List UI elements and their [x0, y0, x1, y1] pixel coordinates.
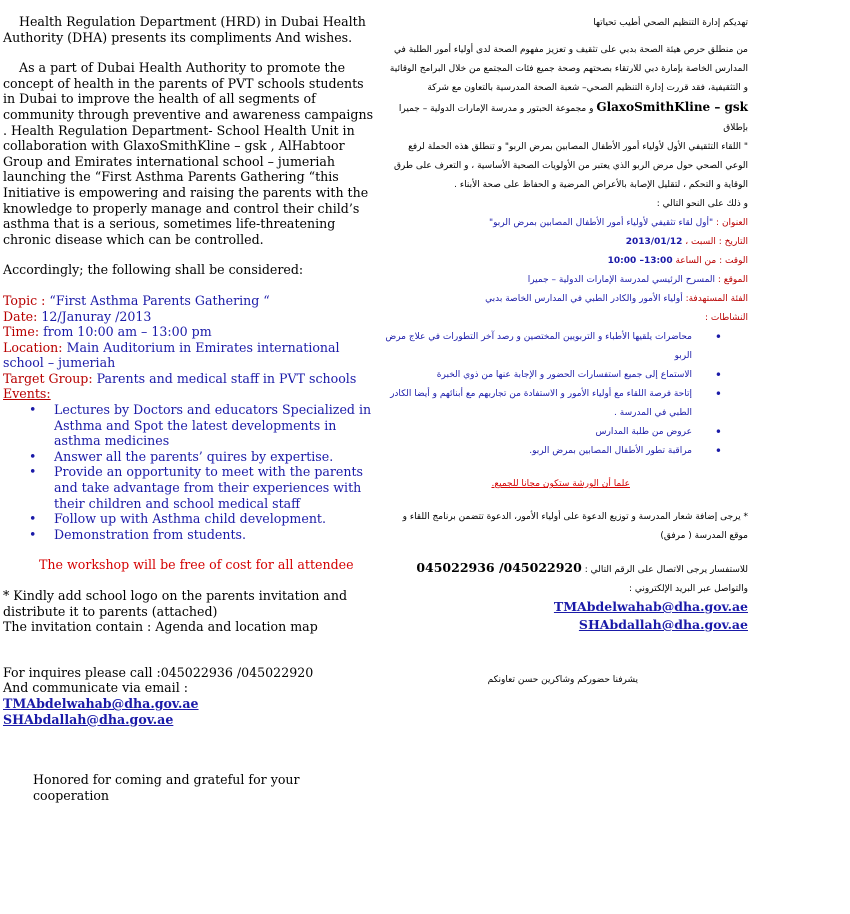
arabic-body-2: و مجموعة الحبتور و مدرسة الإمارات الدولية – جميرا بإطلاق	[398, 104, 748, 133]
time-line	[3, 324, 375, 340]
arabic-inquiries-line	[383, 558, 748, 580]
arabic-title-value: "أول لقاء تثقيفي لأولياء أمور الأطفال المصابين بمرض الربو"	[488, 218, 714, 228]
arabic-time-line	[383, 252, 748, 271]
logo-note: * Kindly add school logo on the parents invitation and distribute it to parents (attached)	[3, 588, 348, 619]
list-item: • محاضرات يلقيها الأطباء و التربويين المختصين و رصد آخر التطورات في علاج مرض الربو	[383, 328, 692, 366]
topic-label: Topic :	[3, 292, 46, 308]
list-item: • Demonstration from students.	[54, 527, 375, 543]
english-column	[3, 14, 375, 803]
arabic-body-3: " اللقاء التثقيفي الأول لأولياء أمور الأطفال المصابين بمرض الربو" و تنطلق هذه الحملة لرفع الوعي الصحي حول مرض الربو الذي يعتبر من الأولويات الصحية الأساسية ، و التعرف على طرق الوقاية و التحكم ، لتقليل الإصابة بالأعراض المرضية و الحفاظ على صحة الأبناء .	[393, 142, 748, 190]
arabic-body-4: و ذلك على النحو التالي :	[656, 199, 748, 209]
topic-value: “First Asthma Parents Gathering “	[49, 292, 270, 308]
target-line	[3, 371, 375, 387]
location-line	[3, 340, 375, 371]
events-heading	[3, 386, 375, 402]
list-item: • الاستماع إلى جميع استفسارات الحضور و الإجابة عنها من ذوي الخبرة	[383, 366, 692, 385]
free-note: The workshop will be free of cost for all attendee	[39, 557, 354, 573]
target-label: Target Group:	[3, 370, 93, 386]
arabic-gsk: GlaxoSmithKline – gsk	[596, 100, 748, 114]
arabic-greeting: تهديكم إدارة التنظيم الصحي أطيب تحياتها	[593, 18, 748, 28]
arabic-free-note: علما أن الورشة ستكون مجانا للجميع.	[491, 479, 630, 489]
date-line	[3, 309, 375, 325]
arabic-phones: 045022936 /045022920	[416, 560, 582, 575]
arabic-title-label: العنوان :	[716, 218, 748, 228]
arabic-location-value: المسرح الرئيسي لمدرسة الإمارات الدولية – جميرا	[527, 275, 716, 285]
arabic-body-1: من منطلق حرص هيئة الصحة بدبي على تثقيف و تعزيز مفهوم الصحة لدى أولياء أمور الطلبة في المدارس الخاصة بإمارة دبي للارتقاء بصحتهم وصحة جميع فئات المجتمع من خلال البرامج الوقائية و التثقيفية، فقد قررت إدارة التنظيم الصحي– شعبة الصحة المدرسية بالتعاون مع شركة	[389, 45, 748, 93]
arabic-inquiries-label: للاستفسار يرجى الاتصال على الرقم التالي :	[584, 565, 748, 575]
list-item: • إتاحة فرصة اللقاء مع أولياء الأمور و الاستفادة من تجاربهم مع أبنائهم و أيضا الكادر الطبي في المدرسة .	[383, 385, 692, 423]
arabic-time-value: 10:00 –13:00	[607, 256, 673, 266]
location-label: Location:	[3, 339, 63, 355]
arabic-closing: يشرفنا حضوركم وشاكرين حسن تعاونكم	[487, 675, 638, 685]
list-item: • Answer all the parents’ quires by expertise.	[54, 449, 375, 465]
arabic-target-value: أولياء الأمور والكادر الطبي في المدارس الخاصة بدبي	[485, 294, 683, 304]
arabic-logo-note: * يرجى إضافة شعار المدرسة و توزيع الدعوة على أولياء الأمور، الدعوة تتضمن برنامج اللقاء و موقع المدرسة ( مرفق)	[402, 512, 748, 541]
target-value: Parents and medical staff in PVT schools	[96, 370, 357, 386]
arabic-email-label: والتواصل عبر البريد الإلكتروني :	[629, 584, 748, 594]
accordingly-text: Accordingly; the following shall be considered:	[3, 262, 304, 278]
list-item: • Follow up with Asthma child development.	[54, 511, 375, 527]
list-item: • Lectures by Doctors and educators Specialized in Asthma and Spot the latest developments in asthma medicines	[54, 402, 375, 449]
arabic-date-line	[383, 233, 748, 252]
email-link-sh[interactable]: SHAbdallah@dha.gov.ae	[3, 711, 174, 727]
list-item: • عروض من طلبة المدارس	[383, 423, 692, 442]
arabic-date-value: 2013/01/12	[625, 237, 683, 247]
date-value: 12/Januray /2013	[41, 308, 152, 324]
arabic-location-label: الموقع :	[717, 275, 748, 285]
list-item: • مراقبة تطور الأطفال المصابين بمرض الربو.	[383, 442, 692, 461]
email-link-tm[interactable]: TMAbdelwahab@dha.gov.ae	[3, 695, 199, 711]
events-label: Events:	[3, 386, 51, 402]
closing-text: Honored for coming and grateful for your cooperation	[33, 772, 300, 803]
intro-paragraph: Health Regulation Department (HRD) in Dubai Health Authority (DHA) presents its compliments And wishes.	[3, 14, 366, 45]
arabic-location-line	[383, 271, 748, 290]
arabic-activities-label: النشاطات :	[704, 313, 748, 323]
arabic-email-link-sh[interactable]: SHAbdallah@dha.gov.ae	[578, 617, 748, 632]
arabic-activities-list	[383, 328, 748, 461]
arabic-target-label: الفئة المستهدفة:	[685, 294, 748, 304]
arabic-email-link-tm[interactable]: TMAbdelwahab@dha.gov.ae	[553, 599, 748, 614]
events-list	[3, 402, 375, 542]
time-value: from 10:00 am – 13:00 pm	[43, 324, 212, 340]
topic-line	[3, 293, 375, 309]
arabic-title-line	[383, 214, 748, 233]
date-label: Date:	[3, 308, 38, 324]
arabic-body-gsk-line	[383, 98, 748, 138]
time-label: Time:	[3, 324, 40, 340]
arabic-target-line	[383, 290, 748, 309]
inquiries-text: For inquires please call :045022936 /045022920	[3, 664, 314, 680]
communicate-text: And communicate via email :	[3, 680, 188, 696]
body-paragraph: As a part of Dubai Health Authority to promote the concept of health in the parents of PVT schools students in Dubai to improve the health of all segments of community through preventive and awareness campaigns . Health Regulation Department- School Health Unit in collaboration with GlaxoSmithKline – gsk , AlHabtoor Group and Emirates international school – jumeriah launching the “First Asthma Parents Gathering “this Initiative is empowering and raising the parents with the knowledge to properly manage and control their child’s asthma that is a serious, sometimes life-threatening chronic disease which can be controlled.	[3, 60, 374, 247]
invitation-note: The invitation contain : Agenda and location map	[3, 619, 318, 635]
arabic-time-label: الوقت : من الساعة	[675, 256, 748, 266]
arabic-column	[383, 14, 748, 690]
location-value: Main Auditorium in Emirates international school – jumeriah	[3, 339, 340, 371]
list-item: • Provide an opportunity to meet with the parents and take advantage from their experiences with their children and school medical staff	[54, 464, 375, 511]
arabic-date-label: التاريخ : السبت ،	[685, 237, 748, 247]
